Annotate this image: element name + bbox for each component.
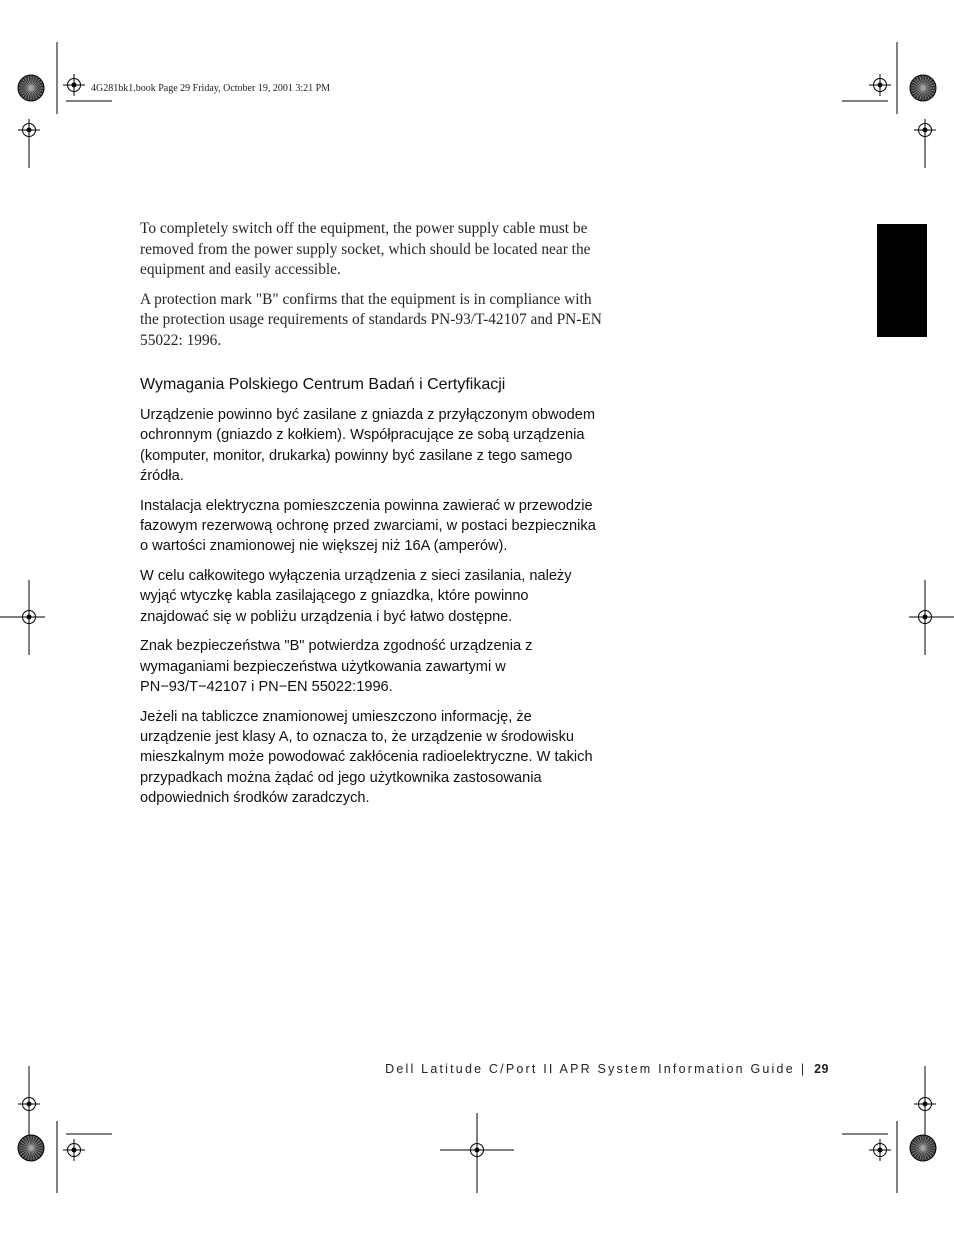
- text-line: Znak bezpieczeństwa "B" potwierdza zgodność urządzenia z: [140, 638, 533, 655]
- footer-guide-title: Dell Latitude C/Port II APR System Information Guide: [385, 1062, 795, 1076]
- paragraph-en-2: [140, 290, 630, 352]
- page-footer: [385, 1062, 829, 1076]
- print-slug-line: 4G281bk1.book Page 29 Friday, October 19, 2001 3:21 PM: [91, 83, 331, 94]
- text-line: Urządzenie powinno być zasilane z gniazda z przyłączonym obwodem: [140, 407, 596, 423]
- text-line: removed from the power supply socket, which should be located near the: [140, 240, 591, 258]
- text-line: fazowym rezerwową ochronę przed zwarciami, w postaci bezpiecznika: [140, 517, 596, 534]
- text-line: Jeżeli na tabliczce znamionowej umieszczono informację, że: [140, 708, 532, 725]
- paragraph-pl-1: [140, 405, 630, 486]
- text-line: To completely switch off the equipment, the power supply cable must be: [140, 220, 588, 237]
- paragraph-pl-5: [140, 707, 630, 808]
- text-line: equipment and easily accessible.: [140, 261, 341, 278]
- section-heading: Wymagania Polskiego Centrum Badań i Certyfikacji: [140, 376, 506, 393]
- text-line: odpowiednich środków zaradczych.: [140, 790, 370, 807]
- text-line: urządzenie jest klasy A, to oznacza to, że urządzenie w środowisku: [140, 729, 574, 746]
- text-line: mieszkalnym może powodować zakłócenia radioelektryczne. W takich: [140, 749, 593, 766]
- text-line: przypadkach można żądać od jego użytkownika zastosowania: [140, 769, 542, 786]
- page-number: 29: [814, 1062, 829, 1076]
- text-line: PN−93/T−42107 i PN−EN 55022:1996.: [140, 679, 393, 696]
- text-line: W celu całkowitego wyłączenia urządzenia z sieci zasilania, należy: [140, 568, 572, 585]
- text-line: Instalacja elektryczna pomieszczenia powinna zawierać w przewodzie: [140, 497, 593, 514]
- text-line: the protection usage requirements of standards PN-93/T-42107 and PN-EN: [140, 311, 602, 328]
- paragraph-pl-3: [140, 566, 630, 627]
- page-body: [140, 219, 630, 818]
- english-paragraphs: [140, 219, 630, 351]
- paragraph-pl-2: [140, 496, 630, 557]
- text-line: ochronnym (gniazdo z kołkiem). Współpracujące ze sobą urządzenia: [140, 427, 585, 444]
- text-line: (komputer, monitor, drukarka) powinny być zasilane z tego samego: [140, 447, 573, 464]
- text-line: A protection mark "B" confirms that the equipment is in compliance with: [140, 290, 592, 308]
- chapter-tab-marker: [877, 224, 927, 337]
- footer-separator: |: [800, 1062, 805, 1076]
- text-line: wyjąć wtyczkę kabla zasilającego z gniazdka, które powinno: [140, 588, 529, 605]
- paragraph-pl-4: [140, 636, 630, 697]
- polish-paragraphs: [140, 405, 630, 808]
- text-line: o wartości znamionowej nie większej niż 16A (amperów).: [140, 538, 508, 555]
- text-line: wymaganiami bezpieczeństwa użytkowania zawartymi w: [140, 658, 506, 675]
- text-line: znajdować się w pobliżu urządzenia i być łatwo dostępne.: [140, 608, 513, 625]
- text-line: 55022: 1996.: [140, 331, 222, 349]
- text-line: źródła.: [140, 467, 184, 484]
- paragraph-en-1: [140, 219, 630, 281]
